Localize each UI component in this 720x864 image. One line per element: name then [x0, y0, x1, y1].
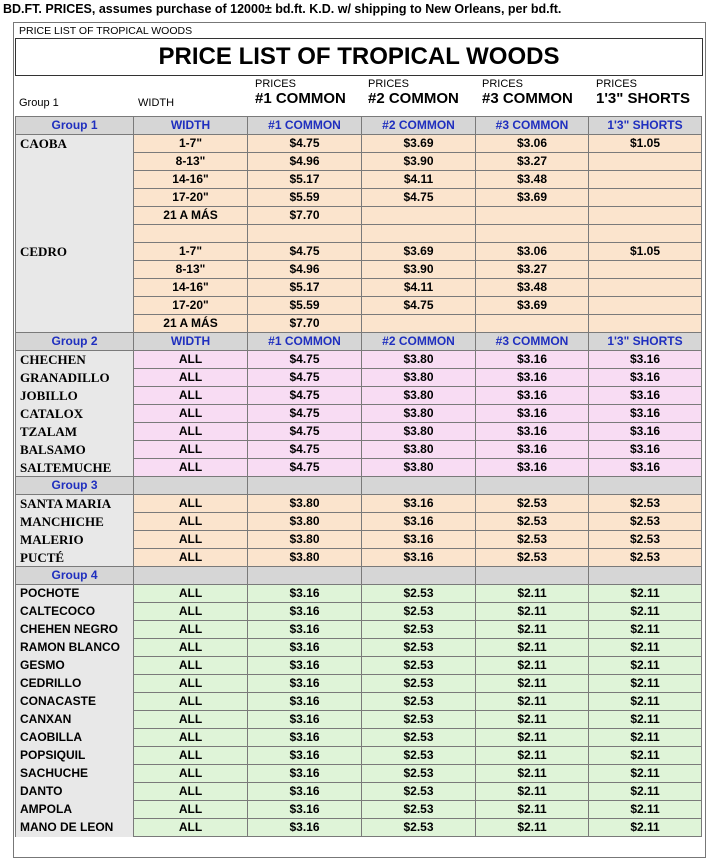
wood-name: CHECHEN — [16, 351, 134, 369]
table-row — [16, 135, 702, 153]
header-c3-label: #3 COMMON — [482, 90, 573, 107]
table-row — [16, 819, 702, 837]
wood-name: CAOBILLA — [16, 729, 134, 747]
group-header-row — [16, 477, 702, 495]
top-note: BD.FT. PRICES, assumes purchase of 12000± bd.ft. K.D. w/ shipping to New Orleans, per bd.ft. — [3, 2, 562, 16]
table-row — [16, 783, 702, 801]
wood-name-spacer — [16, 171, 134, 189]
price-cell: $2.11 — [476, 621, 589, 639]
price-table-body — [16, 117, 702, 837]
price-cell: $2.11 — [476, 711, 589, 729]
table-row — [16, 351, 702, 369]
price-cell: $3.16 — [362, 513, 476, 531]
column-header — [134, 477, 248, 495]
width-cell: 17-20" — [134, 189, 248, 207]
price-cell — [589, 315, 702, 333]
group-header-row — [16, 117, 702, 135]
price-cell: $3.16 — [362, 549, 476, 567]
price-cell: $4.75 — [248, 441, 362, 459]
price-cell: $3.16 — [248, 603, 362, 621]
wood-name: CAOBA — [16, 135, 134, 153]
price-cell — [589, 207, 702, 225]
price-cell: $3.80 — [362, 369, 476, 387]
price-cell: $2.53 — [589, 549, 702, 567]
wood-name: POPSIQUIL — [16, 747, 134, 765]
price-cell: $3.16 — [476, 405, 589, 423]
header-shorts — [596, 78, 690, 108]
width-cell: ALL — [134, 639, 248, 657]
table-row — [16, 693, 702, 711]
wood-name: SACHUCHE — [16, 765, 134, 783]
empty-cell — [476, 225, 589, 243]
price-cell: $2.53 — [362, 711, 476, 729]
wood-name: CEDRO — [16, 243, 134, 261]
column-header — [476, 567, 589, 585]
price-cell: $2.53 — [362, 801, 476, 819]
price-cell: $5.17 — [248, 279, 362, 297]
price-cell: $2.11 — [589, 801, 702, 819]
column-header — [248, 567, 362, 585]
price-cell: $2.11 — [589, 603, 702, 621]
price-cell: $3.16 — [248, 639, 362, 657]
price-cell: $3.06 — [476, 135, 589, 153]
price-cell: $3.16 — [362, 531, 476, 549]
table-row — [16, 387, 702, 405]
price-cell: $2.11 — [589, 729, 702, 747]
price-cell: $3.16 — [248, 693, 362, 711]
table-row — [16, 423, 702, 441]
width-cell: ALL — [134, 819, 248, 837]
price-cell: $3.16 — [589, 441, 702, 459]
price-cell: $3.16 — [589, 351, 702, 369]
group-title: Group 4 — [16, 567, 134, 585]
header-c3 — [482, 78, 573, 108]
column-header — [362, 477, 476, 495]
table-row — [16, 603, 702, 621]
price-cell: $3.27 — [476, 153, 589, 171]
width-cell: ALL — [134, 621, 248, 639]
price-cell: $5.59 — [248, 297, 362, 315]
wood-name: TZALAM — [16, 423, 134, 441]
prices-label: PRICES — [482, 78, 523, 90]
price-cell: $4.75 — [248, 135, 362, 153]
price-cell: $4.11 — [362, 279, 476, 297]
table-row — [16, 189, 702, 207]
width-cell: 17-20" — [134, 297, 248, 315]
table-row — [16, 405, 702, 423]
price-cell: $3.16 — [589, 405, 702, 423]
price-cell: $2.53 — [362, 585, 476, 603]
price-cell: $3.90 — [362, 261, 476, 279]
column-header — [589, 567, 702, 585]
price-cell: $2.53 — [362, 621, 476, 639]
price-cell: $4.11 — [362, 171, 476, 189]
table-row — [16, 495, 702, 513]
table-row — [16, 153, 702, 171]
price-cell: $4.75 — [248, 459, 362, 477]
width-cell: ALL — [134, 387, 248, 405]
group-header-row — [16, 333, 702, 351]
price-cell — [476, 207, 589, 225]
table-row — [16, 711, 702, 729]
price-cell: $3.80 — [362, 441, 476, 459]
width-cell: ALL — [134, 657, 248, 675]
wood-name: CANXAN — [16, 711, 134, 729]
spacer-row — [16, 225, 702, 243]
price-cell: $2.11 — [476, 657, 589, 675]
header-shorts-label: 1'3" SHORTS — [596, 90, 691, 107]
wood-name: GRANADILLO — [16, 369, 134, 387]
empty-cell — [134, 225, 248, 243]
width-cell: ALL — [134, 801, 248, 819]
width-cell: ALL — [134, 405, 248, 423]
wood-name-spacer — [16, 279, 134, 297]
price-cell: $2.53 — [362, 765, 476, 783]
wood-name: CONACASTE — [16, 693, 134, 711]
page-title: PRICE LIST OF TROPICAL WOODS — [15, 38, 703, 76]
table-row — [16, 675, 702, 693]
wood-name: MALERIO — [16, 531, 134, 549]
width-cell: 14-16" — [134, 171, 248, 189]
wood-name-spacer — [16, 207, 134, 225]
wood-name: SANTA MARIA — [16, 495, 134, 513]
price-cell: $4.75 — [248, 387, 362, 405]
table-row — [16, 549, 702, 567]
price-cell: $4.75 — [248, 423, 362, 441]
price-cell: $3.16 — [248, 765, 362, 783]
wood-name-spacer — [16, 297, 134, 315]
width-cell: ALL — [134, 783, 248, 801]
width-cell: ALL — [134, 711, 248, 729]
wood-name: CATALOX — [16, 405, 134, 423]
wood-name: DANTO — [16, 783, 134, 801]
price-cell: $2.11 — [589, 747, 702, 765]
price-cell: $3.16 — [589, 459, 702, 477]
price-cell: $2.11 — [476, 585, 589, 603]
header-c1 — [255, 78, 346, 108]
price-cell: $3.16 — [248, 747, 362, 765]
price-cell — [476, 315, 589, 333]
group-header-row — [16, 567, 702, 585]
column-header: 1'3" SHORTS — [589, 117, 702, 135]
price-cell: $4.75 — [248, 405, 362, 423]
price-cell: $3.90 — [362, 153, 476, 171]
table-row — [16, 513, 702, 531]
table-row — [16, 315, 702, 333]
column-header: #3 COMMON — [476, 117, 589, 135]
price-cell: $5.59 — [248, 189, 362, 207]
table-row — [16, 621, 702, 639]
table-row — [16, 657, 702, 675]
price-cell: $2.53 — [362, 783, 476, 801]
column-header — [134, 567, 248, 585]
table-row — [16, 747, 702, 765]
price-cell: $3.16 — [589, 423, 702, 441]
empty-cell — [589, 225, 702, 243]
price-cell: $3.16 — [248, 657, 362, 675]
price-cell: $2.53 — [476, 549, 589, 567]
table-row — [16, 207, 702, 225]
price-cell: $2.53 — [362, 747, 476, 765]
wood-name: MANCHICHE — [16, 513, 134, 531]
column-header — [362, 567, 476, 585]
price-cell: $2.11 — [476, 801, 589, 819]
price-cell: $3.80 — [362, 459, 476, 477]
width-cell: 8-13" — [134, 153, 248, 171]
wood-name: PUCTÉ — [16, 549, 134, 567]
wood-name: AMPOLA — [16, 801, 134, 819]
price-cell — [362, 207, 476, 225]
price-cell: $2.11 — [476, 819, 589, 837]
width-cell: ALL — [134, 513, 248, 531]
table-row — [16, 279, 702, 297]
table-row — [16, 729, 702, 747]
price-cell — [589, 153, 702, 171]
price-cell — [362, 315, 476, 333]
wood-name-spacer — [16, 261, 134, 279]
header-c2 — [368, 78, 459, 108]
width-cell: 14-16" — [134, 279, 248, 297]
group-title: Group 3 — [16, 477, 134, 495]
wood-name-spacer — [16, 225, 134, 243]
empty-cell — [362, 225, 476, 243]
header-c2-label: #2 COMMON — [368, 90, 459, 107]
prices-label: PRICES — [255, 78, 296, 90]
price-cell: $2.11 — [589, 675, 702, 693]
group-title: Group 2 — [16, 333, 134, 351]
width-cell: ALL — [134, 531, 248, 549]
price-cell: $2.53 — [362, 639, 476, 657]
price-cell: $3.16 — [589, 387, 702, 405]
width-cell: 21 A MÁS — [134, 207, 248, 225]
price-cell: $2.53 — [362, 819, 476, 837]
width-cell: 21 A MÁS — [134, 315, 248, 333]
price-cell: $2.11 — [476, 639, 589, 657]
wood-name: POCHOTE — [16, 585, 134, 603]
price-cell: $2.11 — [589, 693, 702, 711]
price-cell: $2.11 — [476, 603, 589, 621]
price-cell: $2.11 — [589, 765, 702, 783]
price-cell: $3.16 — [248, 801, 362, 819]
column-header: #2 COMMON — [362, 333, 476, 351]
wood-name: MANO DE LEON — [16, 819, 134, 837]
price-cell: $3.69 — [476, 297, 589, 315]
price-cell: $7.70 — [248, 207, 362, 225]
price-cell: $2.11 — [589, 639, 702, 657]
width-cell: ALL — [134, 549, 248, 567]
width-cell: ALL — [134, 675, 248, 693]
price-cell: $3.80 — [362, 351, 476, 369]
table-row — [16, 459, 702, 477]
price-cell: $3.16 — [248, 675, 362, 693]
price-cell: $3.27 — [476, 261, 589, 279]
column-header: #1 COMMON — [248, 333, 362, 351]
group-title: Group 1 — [16, 117, 134, 135]
price-cell: $1.05 — [589, 243, 702, 261]
column-header: #2 COMMON — [362, 117, 476, 135]
column-header — [476, 477, 589, 495]
table-row — [16, 243, 702, 261]
width-cell: ALL — [134, 693, 248, 711]
price-cell: $2.11 — [589, 585, 702, 603]
column-header: WIDTH — [134, 333, 248, 351]
width-cell: ALL — [134, 747, 248, 765]
wood-name: GESMO — [16, 657, 134, 675]
price-cell: $7.70 — [248, 315, 362, 333]
price-cell: $2.11 — [589, 711, 702, 729]
table-row — [16, 765, 702, 783]
price-cell: $3.69 — [476, 189, 589, 207]
width-cell: ALL — [134, 423, 248, 441]
price-cell: $3.69 — [362, 243, 476, 261]
header-width-label: WIDTH — [138, 97, 175, 109]
price-cell: $3.16 — [248, 783, 362, 801]
price-cell: $3.16 — [589, 369, 702, 387]
price-cell: $2.53 — [362, 693, 476, 711]
wood-name: JOBILLO — [16, 387, 134, 405]
price-cell — [589, 297, 702, 315]
price-cell: $3.80 — [248, 495, 362, 513]
wood-name-spacer — [16, 153, 134, 171]
prices-label: PRICES — [368, 78, 409, 90]
price-cell: $3.16 — [248, 621, 362, 639]
price-cell: $2.53 — [589, 531, 702, 549]
price-cell: $2.53 — [589, 513, 702, 531]
price-cell — [589, 261, 702, 279]
price-cell: $4.96 — [248, 261, 362, 279]
wood-name: CALTECOCO — [16, 603, 134, 621]
price-cell: $2.53 — [362, 603, 476, 621]
width-cell: 1-7" — [134, 243, 248, 261]
table-row — [16, 639, 702, 657]
price-cell: $2.11 — [476, 747, 589, 765]
table-row — [16, 171, 702, 189]
wood-name-spacer — [16, 315, 134, 333]
price-cell: $1.05 — [589, 135, 702, 153]
price-cell: $2.53 — [362, 657, 476, 675]
width-cell: ALL — [134, 765, 248, 783]
price-cell: $2.53 — [362, 675, 476, 693]
price-cell — [589, 279, 702, 297]
price-cell: $3.16 — [248, 711, 362, 729]
column-header: WIDTH — [134, 117, 248, 135]
price-cell: $3.16 — [362, 495, 476, 513]
price-cell: $4.75 — [248, 351, 362, 369]
price-cell: $3.16 — [476, 351, 589, 369]
width-cell: 8-13" — [134, 261, 248, 279]
price-cell: $4.75 — [362, 189, 476, 207]
price-table — [15, 116, 702, 837]
table-row — [16, 531, 702, 549]
price-cell: $2.11 — [589, 819, 702, 837]
wood-name: BALSAMO — [16, 441, 134, 459]
price-cell: $3.06 — [476, 243, 589, 261]
price-cell: $2.53 — [589, 495, 702, 513]
price-cell: $2.11 — [589, 657, 702, 675]
column-header — [589, 477, 702, 495]
width-cell: ALL — [134, 441, 248, 459]
price-cell: $3.48 — [476, 171, 589, 189]
wood-name: CEDRILLO — [16, 675, 134, 693]
price-cell: $3.16 — [476, 387, 589, 405]
price-cell: $2.11 — [589, 621, 702, 639]
width-cell: ALL — [134, 369, 248, 387]
price-cell: $4.96 — [248, 153, 362, 171]
price-cell: $2.53 — [362, 729, 476, 747]
price-cell: $4.75 — [248, 369, 362, 387]
width-cell: ALL — [134, 459, 248, 477]
table-row — [16, 441, 702, 459]
prices-label: PRICES — [596, 78, 637, 90]
price-cell: $2.11 — [476, 675, 589, 693]
header-group-label: Group 1 — [19, 97, 59, 109]
price-cell: $3.16 — [476, 369, 589, 387]
empty-cell — [248, 225, 362, 243]
price-cell: $2.11 — [589, 783, 702, 801]
table-row — [16, 369, 702, 387]
price-cell: $3.80 — [362, 387, 476, 405]
price-cell: $4.75 — [362, 297, 476, 315]
price-cell: $2.53 — [476, 531, 589, 549]
wood-name-spacer — [16, 189, 134, 207]
table-row — [16, 801, 702, 819]
width-cell: ALL — [134, 351, 248, 369]
wood-name: SALTEMUCHE — [16, 459, 134, 477]
table-row — [16, 297, 702, 315]
price-cell: $3.16 — [248, 585, 362, 603]
price-cell: $5.17 — [248, 171, 362, 189]
price-cell: $3.16 — [476, 423, 589, 441]
price-cell: $3.80 — [362, 405, 476, 423]
width-cell: ALL — [134, 585, 248, 603]
price-cell: $2.53 — [476, 513, 589, 531]
table-row — [16, 261, 702, 279]
wood-name: RAMON BLANCO — [16, 639, 134, 657]
price-cell: $2.11 — [476, 693, 589, 711]
width-cell: ALL — [134, 603, 248, 621]
price-cell: $3.69 — [362, 135, 476, 153]
price-cell: $2.11 — [476, 729, 589, 747]
column-header: #1 COMMON — [248, 117, 362, 135]
price-cell: $2.53 — [476, 495, 589, 513]
price-cell: $3.16 — [248, 729, 362, 747]
price-cell: $3.80 — [248, 549, 362, 567]
price-cell: $4.75 — [248, 243, 362, 261]
width-cell: ALL — [134, 729, 248, 747]
price-cell: $3.16 — [476, 459, 589, 477]
table-row — [16, 585, 702, 603]
header-c1-label: #1 COMMON — [255, 90, 346, 107]
price-cell: $3.16 — [248, 819, 362, 837]
price-cell: $3.16 — [476, 441, 589, 459]
price-cell: $2.11 — [476, 783, 589, 801]
column-header — [248, 477, 362, 495]
column-header: 1'3" SHORTS — [589, 333, 702, 351]
price-cell: $2.11 — [476, 765, 589, 783]
price-cell: $3.80 — [362, 423, 476, 441]
width-cell: ALL — [134, 495, 248, 513]
column-header: #3 COMMON — [476, 333, 589, 351]
price-cell: $3.80 — [248, 531, 362, 549]
price-cell: $3.48 — [476, 279, 589, 297]
wood-name: CHEHEN NEGRO — [16, 621, 134, 639]
price-cell — [589, 189, 702, 207]
price-cell: $3.80 — [248, 513, 362, 531]
subtitle: PRICE LIST OF TROPICAL WOODS — [19, 25, 193, 37]
price-cell — [589, 171, 702, 189]
width-cell: 1-7" — [134, 135, 248, 153]
